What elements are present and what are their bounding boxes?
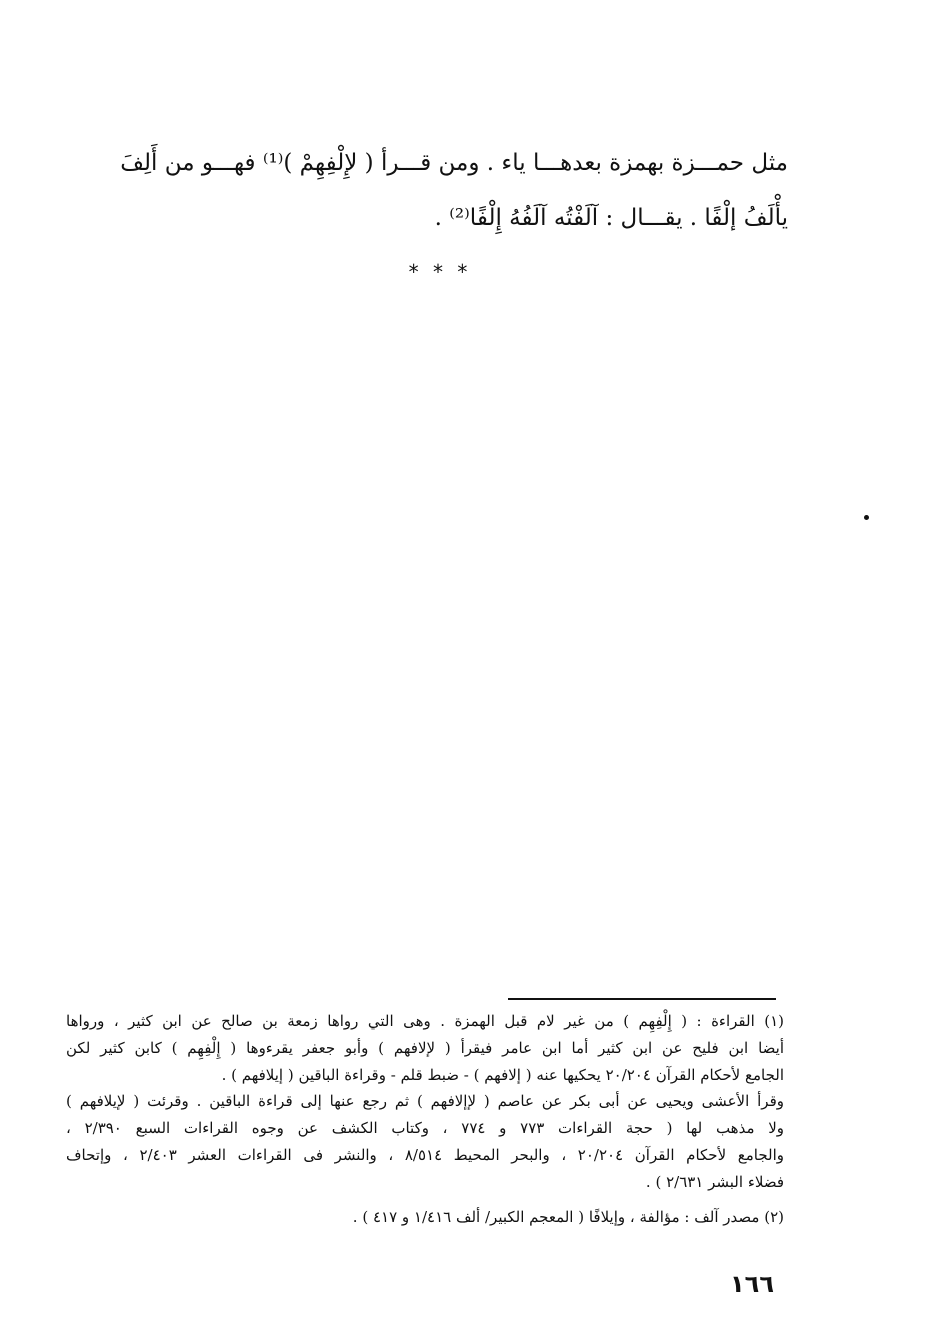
footnote-1-line-7: فضلاء البشر ٢/٦٣١ ) . [645, 1172, 784, 1191]
main-text-line-1: مثل حمـــزة بهمزة بعدهـــا ياء . ومن قـــرأ ( لإِلْفِهِمْ )⁽¹⁾ فهـــو من أَلِفَ [120, 150, 788, 176]
footnote-1-line-3: الجامع لأحكام القرآن ٢٠/٢٠٤ يحكيها عنه ( إلافهم ) - ضبط قلم - وقراءة الباقين ( إيلافهم ) . [221, 1065, 784, 1084]
section-separator: * * * [408, 260, 472, 284]
footnote-1-line-5: ولا مذهب لها ( حجة القراءات ٧٧٣ و ٧٧٤ ، وكتاب الكشف عن وجوه القراءات السبع ٢/٣٩٠ ، [66, 1119, 784, 1138]
footnote-divider [508, 998, 776, 1000]
main-text-line-2: يأْلَفُ إلْفًا . يقـــال : آلَفْتُه آلَفُهُ إِلْفًا⁽²⁾ . [434, 205, 788, 231]
footnote-1-line-2: أيضا ابن فليح عن ابن كثير أما ابن عامر فيقرأ ( لإلافهم ) وأبو جعفر يقرءوها ( إِلْفِهِم ) كابن كثير لكن [66, 1038, 784, 1057]
footnote-1-line-1: (١) القراءة : ( إِلْفِهِم ) من غير لام قبل الهمزة . وهى التي رواها زمعة بن صالح عن ابن كثير ، ورواها [66, 1012, 784, 1030]
footnotes [66, 1008, 784, 1230]
stray-dot [864, 515, 869, 520]
page-number: ١٦٦ [730, 1270, 774, 1298]
footnote-1-line-4: وقرأ الأعشى ويحيى عن أبى بكر عن عاصم ( لإإلافهم ) ثم رجع عنها إلى قراءة الباقين . وقرئت ( لإيلافهم ) [66, 1092, 784, 1111]
footnote-1-line-6: والجامع لأحكام القرآن ٢٠/٢٠٤ ، والبحر المحيط ٨/٥١٤ ، والنشر فى القراءات العشر ٢/٤٠٣ ، وإتحاف [66, 1145, 784, 1164]
footnote-2: (٢) مصدر آلف : مؤالفة ، وإيلافًا ( المعجم الكبير/ ألف ١/٤١٦ و ٤١٧ ) . [352, 1207, 784, 1226]
